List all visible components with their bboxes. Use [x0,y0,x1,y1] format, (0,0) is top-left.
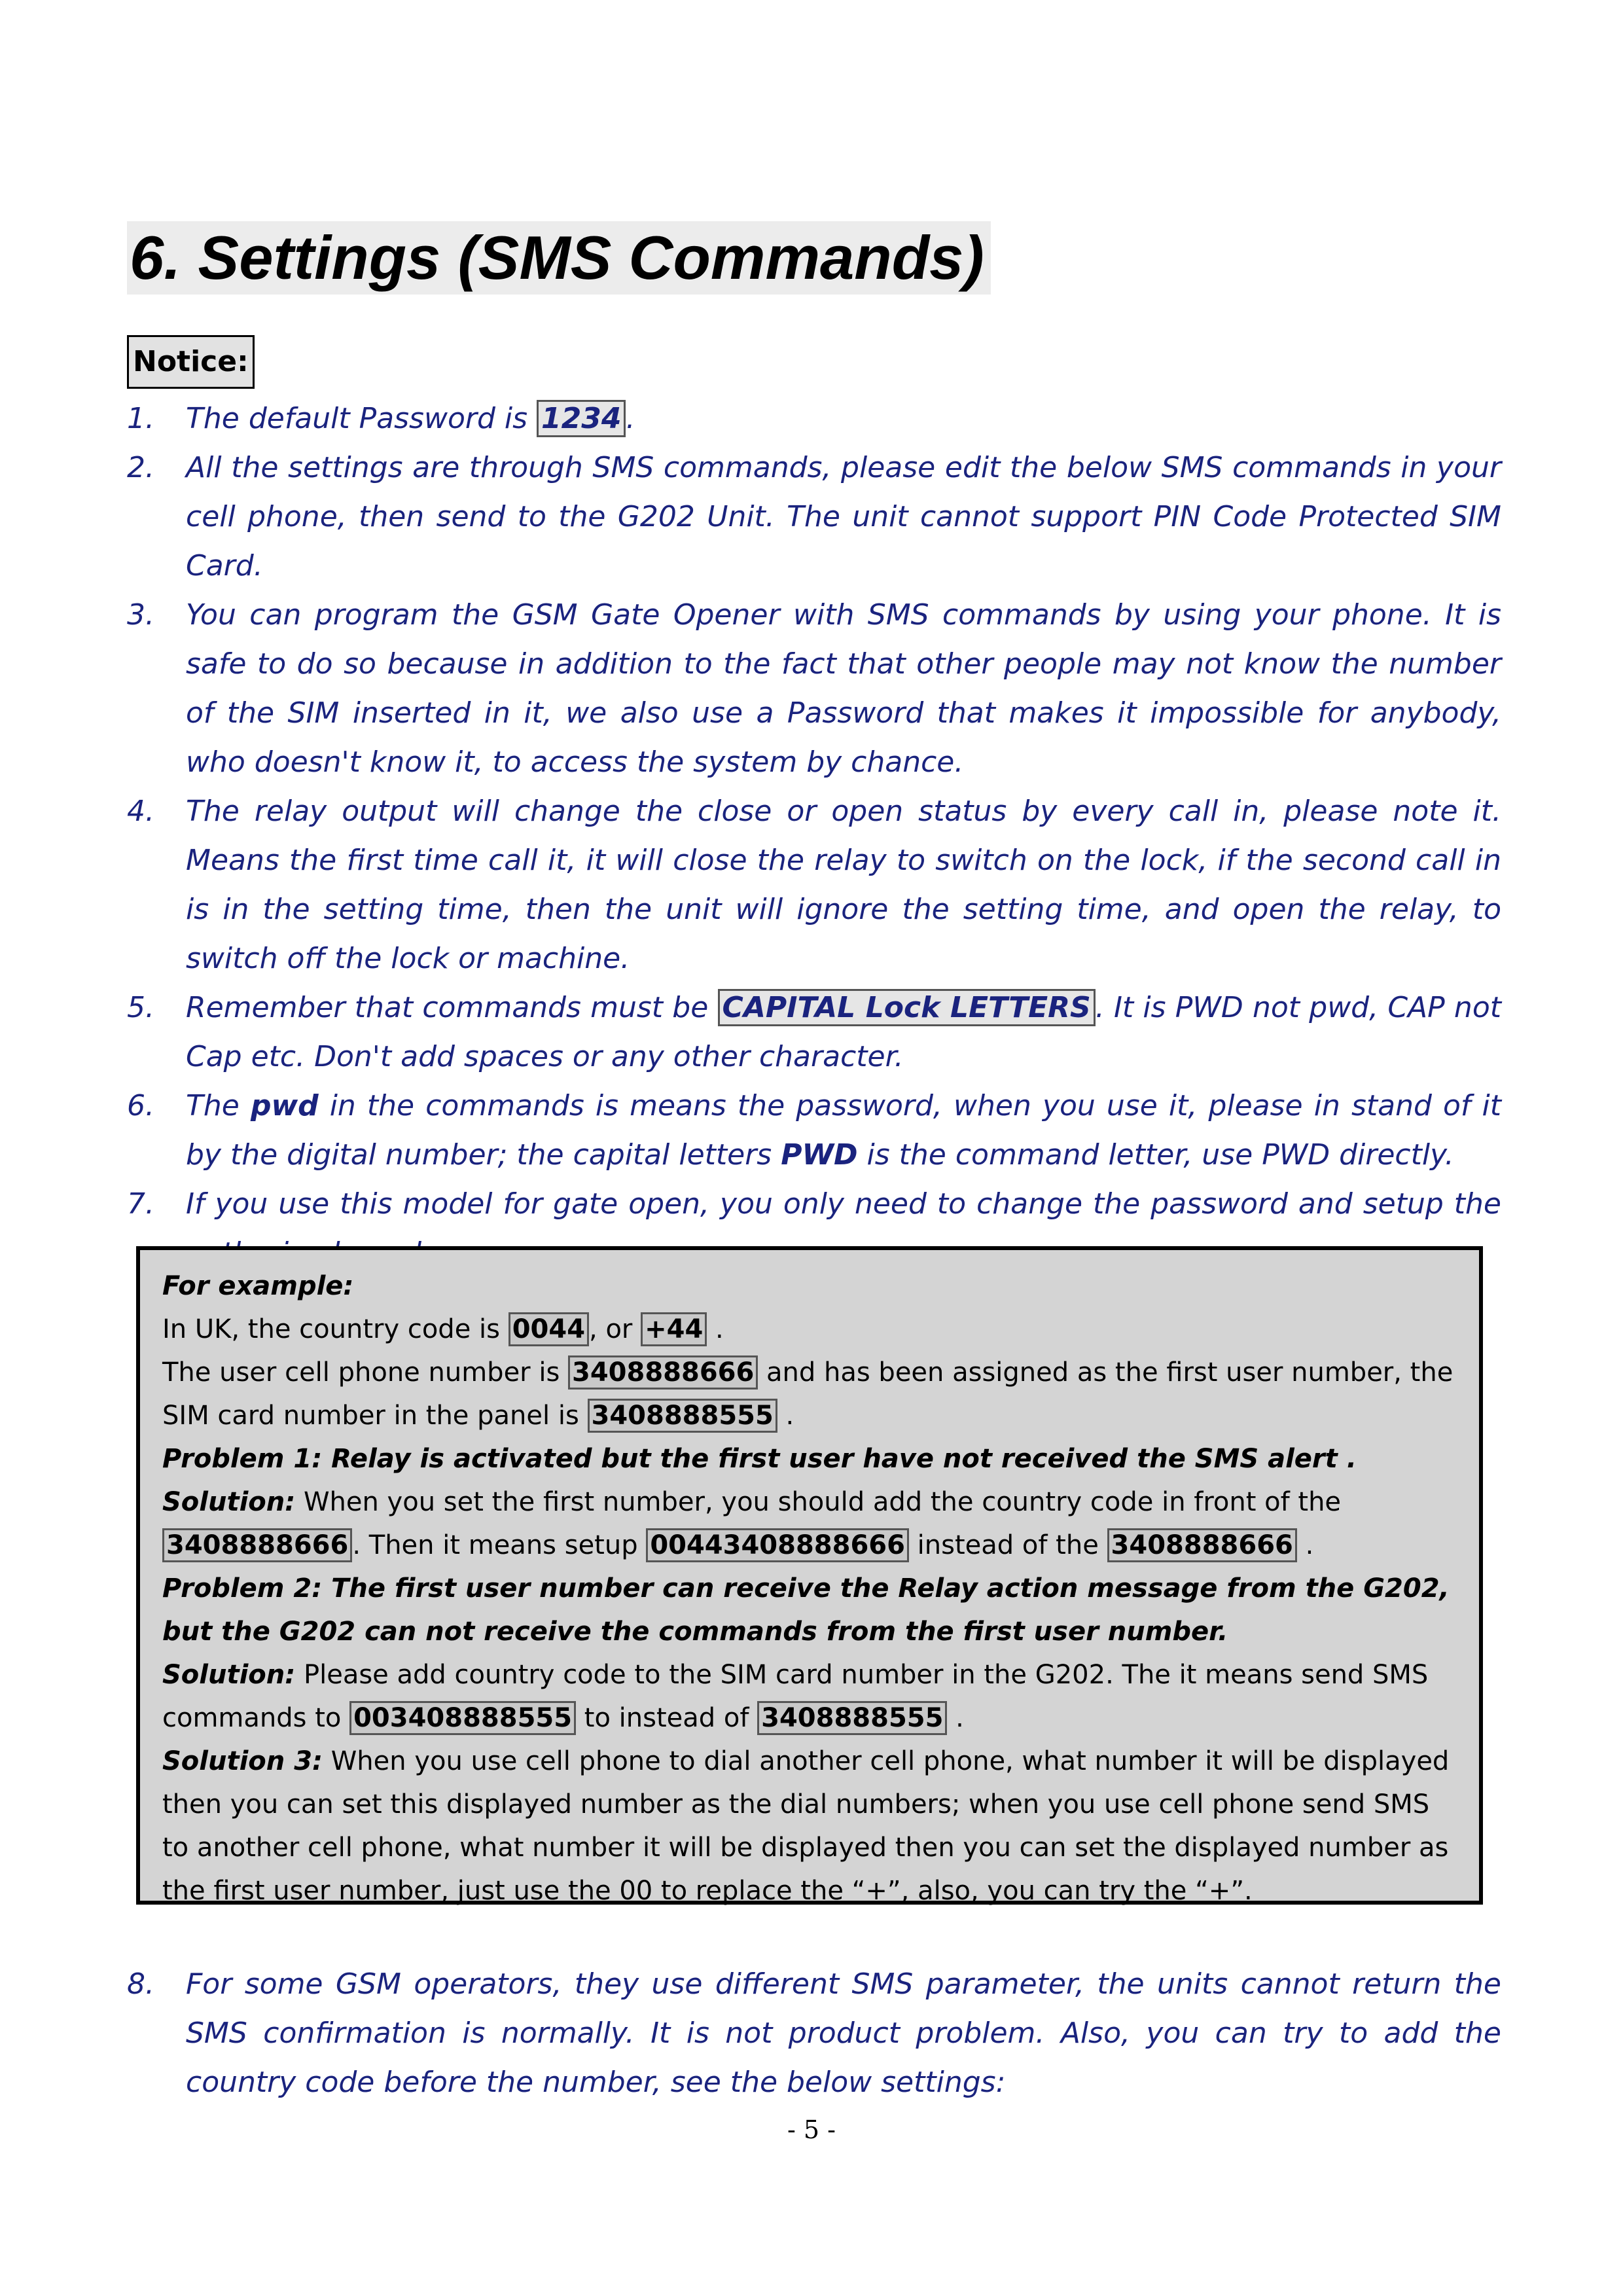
list-item-text: The [186,1089,251,1122]
example-text: , or [589,1314,641,1344]
list-item-number: 6. [127,1089,154,1122]
list-item-number: 2. [127,451,154,484]
example-text: . Then it means setup [352,1530,647,1560]
list-item [127,590,1501,787]
phone-number-box: 3408888555 [588,1399,777,1433]
example-heading: Solution: [162,1487,296,1517]
list-item-text: You can program the GSM Gate Opener with SMS commands by using your phone. It is safe to do so because in addition to the fact that other people may not know the number of the SIM inserted in it, we also use a Password that makes it impossible for anybody, who doesn't know it, to access the system by chance. [186,598,1501,779]
example-text: When you set the first number, you should add the country code in front of the [295,1487,1342,1517]
list-item-text: For some GSM operators, they use different SMS parameter, the units cannot return the SMS confirmation is normally. It is not product problem. Also, you can try to add the country code before the number, see the below settings: [186,1967,1501,2099]
phone-number-box: 3408888666 [162,1528,352,1562]
example-paragraph [162,1653,1461,1740]
list-item-number: 7. [127,1187,154,1221]
notice-list-continued [127,1960,1501,2107]
list-item-text: All the settings are through SMS commands, please edit the below SMS commands in your cell phone, then send to the G202 Unit. The unit cannot support PIN Code Protected SIM Card. [186,451,1501,583]
example-heading: Problem 1: Relay is activated but the first user have not received the SMS alert . [162,1444,1357,1474]
bold-term: PWD [781,1138,858,1172]
list-item [127,443,1501,590]
example-heading: Solution: [162,1660,296,1690]
bold-term: pwd [250,1089,319,1122]
phone-number-box: 003408888555 [349,1701,576,1735]
list-item-number: 8. [127,1967,154,2001]
list-item-number: 4. [127,795,154,828]
example-text: Please add country code to the SIM card number in the G202. The it means send SMS commands to [162,1660,1429,1733]
example-paragraph [162,1308,1461,1351]
phone-number-box: 3408888666 [568,1355,758,1390]
list-item-text: The relay output will change the close or open status by every call in, please note it. Means the first time call it, it will close the relay to switch on the lock, if the second call in is in the setting time, then the unit will ignore the setting time, and open the relay, to switch off the lock or machine. [186,795,1501,975]
list-item-number: 1. [127,402,154,435]
example-text: . [1296,1530,1314,1560]
example-text: to instead of [576,1703,758,1733]
example-text: . [707,1314,724,1344]
example-heading: Problem 2: The first user number can receive the Relay action message from the G202, but the G202 can not receive the commands from the first user number. [162,1573,1450,1647]
example-heading: For example: [162,1271,354,1301]
list-item-text: in the commands is means the password, when you use it, please in stand of it by the digital number; the capital letters [186,1089,1501,1172]
list-item [127,1960,1501,2107]
example-text: . [777,1401,794,1431]
phone-number-box: 3408888666 [1107,1528,1297,1562]
phone-number-box: 00443408888666 [646,1528,909,1562]
example-paragraph [162,1480,1461,1567]
example-paragraph [162,1265,1461,1308]
phone-number-box: +44 [641,1312,707,1346]
example-paragraph [162,1437,1461,1480]
list-item-text: The default Password is [186,402,537,435]
page-number: - 5 - [787,2115,836,2144]
notice-list [127,394,1501,1278]
example-text: In UK, the country code is [162,1314,508,1344]
list-item-number: 3. [127,598,154,632]
notice-label: Notice: [127,335,255,389]
example-paragraph [162,1351,1461,1437]
example-heading: Solution 3: [162,1746,323,1776]
example-text: The user cell phone number is [162,1357,568,1388]
example-text: . [947,1703,964,1733]
example-text: and has been assigned as the first user number, the SIM card number in the panel is [162,1357,1454,1431]
example-box [136,1246,1483,1905]
phone-number-box: 0044 [508,1312,589,1346]
list-item [127,1081,1501,1179]
list-item-text: . [626,402,635,435]
section-title: 6. Settings (SMS Commands) [127,221,991,295]
list-item-number: 5. [127,991,154,1024]
highlighted-term: 1234 [537,400,626,437]
list-item-text: If you use this model for gate open, you only need to change the password and setup the [186,1187,1501,1221]
example-paragraph [162,1740,1461,1912]
list-item [127,983,1501,1081]
list-item [127,787,1501,983]
phone-number-box: 3408888555 [757,1701,947,1735]
example-text: When you use cell phone to dial another cell phone, what number it will be displayed then you can set this displayed number as the dial numbers; when you use cell phone send SMS to another cell phone, what number it will be displayed then you can set the displayed number as the first user number, just use the 00 to replace the “+”, also, you can try the “+”. [162,1746,1450,1906]
list-item-text: Remember that commands must be [186,991,718,1024]
highlighted-term: CAPITAL Lock LETTERS [718,989,1096,1026]
list-item [127,394,1501,443]
example-text: instead of the [908,1530,1107,1560]
example-paragraph [162,1567,1461,1653]
list-item-text: is the command letter, use PWD directly. [857,1138,1454,1172]
list-item-text: . It is PWD not pwd, CAP not Cap etc. Don't add spaces or any other character. [186,991,1501,1073]
